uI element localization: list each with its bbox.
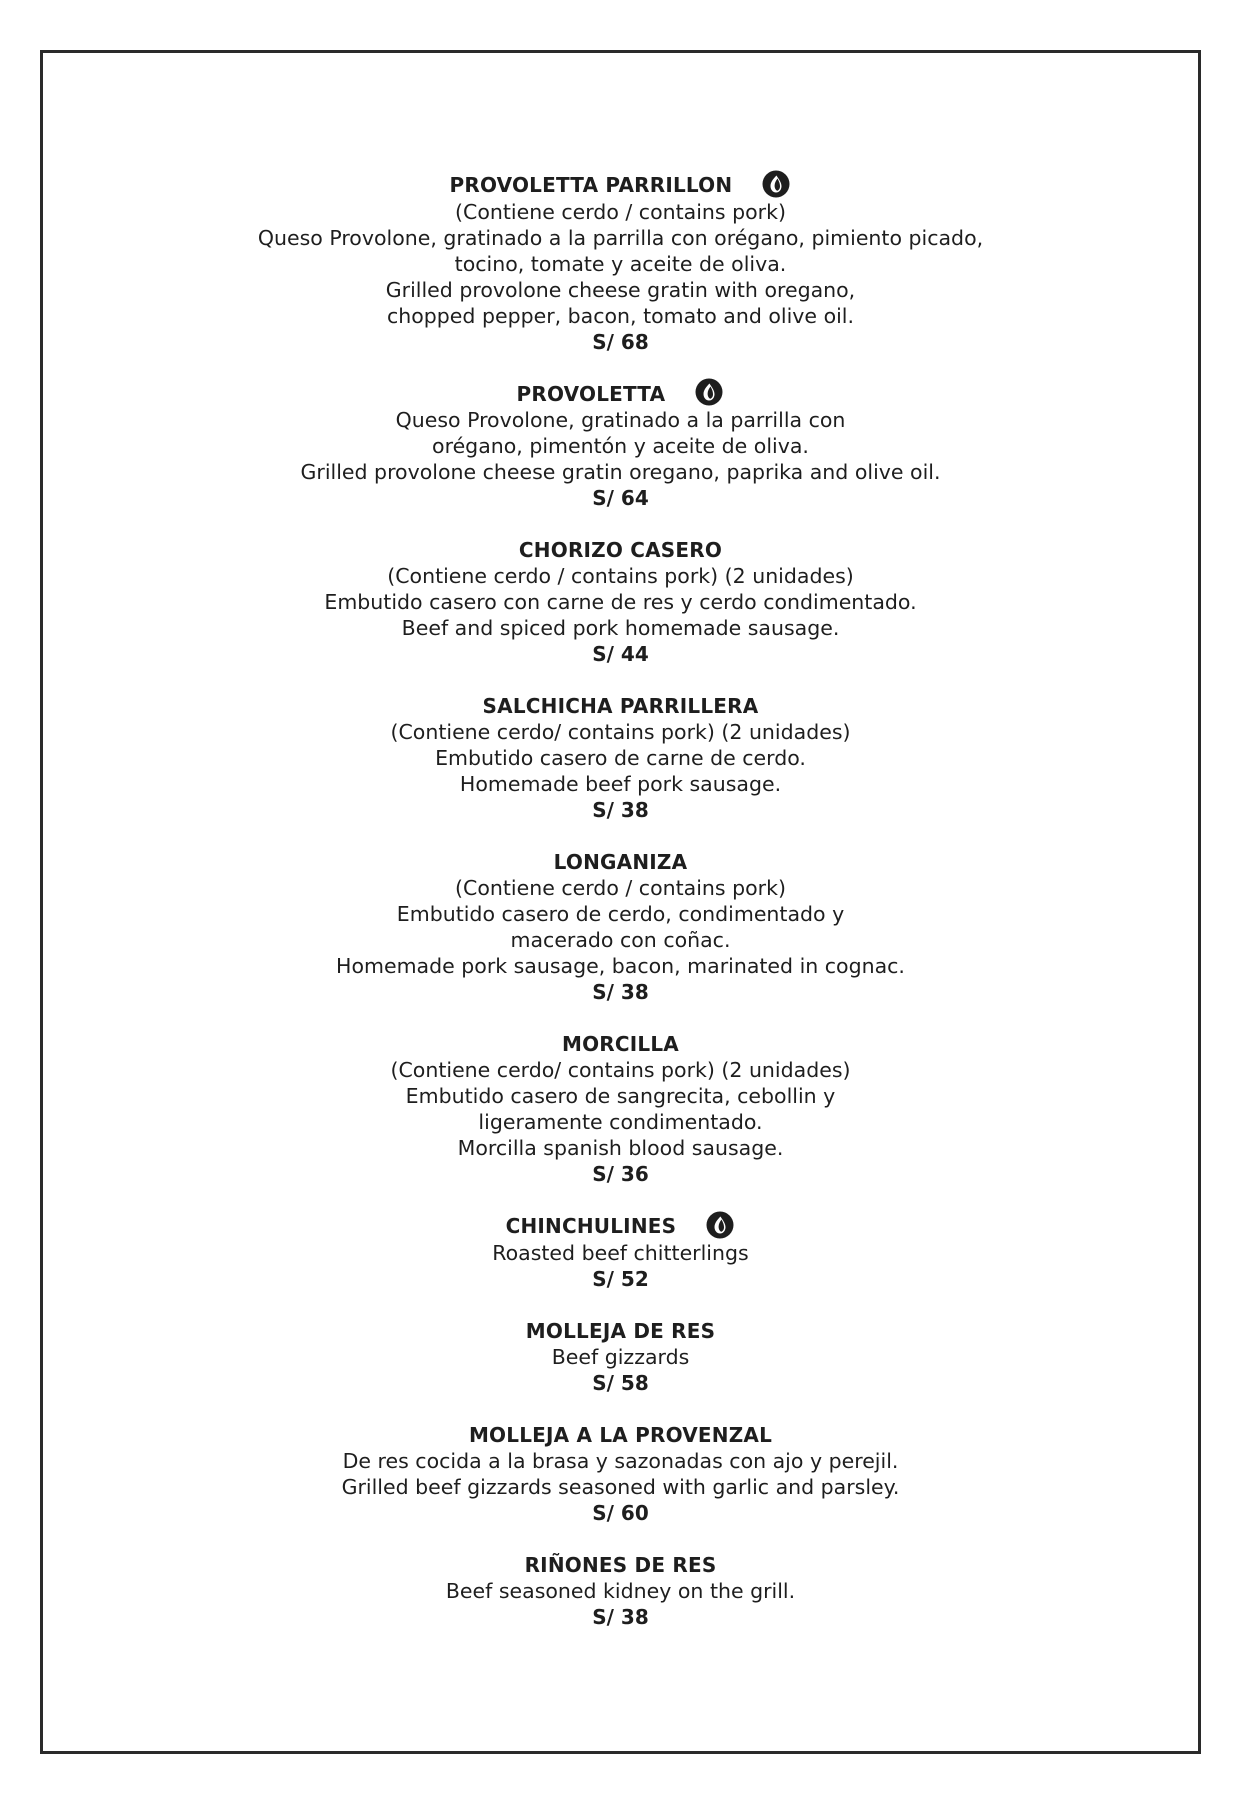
item-name: LONGANIZA — [553, 850, 688, 874]
item-price: S/ 60 — [592, 1500, 649, 1525]
item-description-line: Embutido casero con carne de res y cerdo condimentado. — [324, 590, 917, 614]
item-price: S/ 58 — [592, 1370, 649, 1395]
item-description-line: Grilled provolone cheese gratin with oregano, — [385, 277, 856, 302]
item-description — [40, 1240, 1201, 1266]
item-description-line: Roasted beef chitterlings — [492, 1240, 749, 1265]
item-name-row — [40, 1552, 1201, 1578]
item-price: S/ 38 — [592, 980, 649, 1004]
item-description — [40, 1344, 1201, 1370]
item-description-line: (Contiene cerdo / contains pork) — [455, 199, 786, 224]
item-name-row — [40, 381, 1201, 408]
item-description-line: Grilled beef gizzards seasoned with garlic and parsley. — [341, 1474, 900, 1499]
item-description-line: orégano, pimentón y aceite de oliva. — [432, 434, 809, 458]
menu-item — [40, 693, 1201, 823]
item-description-line: Beef and spiced pork homemade sausage. — [401, 616, 840, 640]
item-description — [40, 1057, 1201, 1161]
item-description-line: Beef gizzards — [551, 1344, 690, 1369]
menu-item — [40, 1031, 1201, 1187]
item-description-line: (Contiene cerdo/ contains pork) (2 unidades) — [390, 1058, 851, 1082]
item-price: S/ 38 — [592, 798, 649, 822]
item-name: CHORIZO CASERO — [518, 538, 723, 562]
item-description-line: tocino, tomate y aceite de oliva. — [454, 251, 787, 276]
menu-item — [40, 172, 1201, 355]
item-description-line: Queso Provolone, gratinado a la parrilla con orégano, pimiento picado, — [257, 225, 984, 250]
seasoning-drop-icon — [761, 169, 791, 199]
menu-item — [40, 537, 1201, 667]
seasoning-drop-icon — [694, 377, 724, 407]
item-name-row — [40, 172, 1201, 199]
item-description-line: ligeramente condimentado. — [478, 1110, 763, 1134]
item-description-line: chopped pepper, bacon, tomato and olive oil. — [386, 303, 855, 328]
item-description-line: macerado con coñac. — [510, 928, 731, 952]
item-description-line: Homemade beef pork sausage. — [459, 772, 782, 796]
item-description-line: Homemade pork sausage, bacon, marinated in cognac. — [336, 954, 905, 978]
seasoning-drop-icon — [705, 1210, 735, 1240]
menu-item — [40, 381, 1201, 512]
item-description-line: (Contiene cerdo / contains pork) (2 unidades) — [387, 564, 854, 588]
item-description-line: Grilled provolone cheese gratin oregano, paprika and olive oil. — [300, 460, 941, 484]
item-name-row — [40, 1213, 1201, 1240]
item-name-row — [40, 1031, 1201, 1057]
item-name: MOLLEJA DE RES — [525, 1318, 716, 1343]
item-name: RIÑONES DE RES — [524, 1552, 717, 1577]
item-price: S/ 44 — [592, 642, 649, 666]
item-name: MORCILLA — [562, 1032, 679, 1056]
item-description — [40, 199, 1201, 329]
item-description — [40, 1448, 1201, 1500]
item-description-line: Embutido casero de sangrecita, cebollin y — [405, 1084, 836, 1108]
item-description — [40, 719, 1201, 797]
menu-list — [40, 172, 1201, 1656]
item-description-line: Morcilla spanish blood sausage. — [457, 1136, 784, 1160]
item-description-line: (Contiene cerdo/ contains pork) (2 unidades) — [390, 720, 851, 744]
item-name: CHINCHULINES — [505, 1214, 677, 1238]
item-price: S/ 38 — [592, 1604, 649, 1629]
item-description-line: Queso Provolone, gratinado a la parrilla con — [395, 408, 846, 432]
item-name: PROVOLETTA — [516, 381, 666, 406]
item-description-line: Beef seasoned kidney on the grill. — [445, 1578, 796, 1603]
item-name-row — [40, 1318, 1201, 1344]
menu-item — [40, 1422, 1201, 1526]
item-description — [40, 875, 1201, 979]
item-name: SALCHICHA PARRILLERA — [482, 694, 759, 718]
item-name-row — [40, 849, 1201, 875]
item-description-line: (Contiene cerdo / contains pork) — [455, 876, 786, 900]
item-price: S/ 36 — [592, 1162, 649, 1186]
menu-item — [40, 1552, 1201, 1630]
item-name-row — [40, 693, 1201, 719]
item-price: S/ 64 — [592, 486, 649, 510]
item-description-line: Embutido casero de cerdo, condimentado y — [396, 902, 845, 926]
item-name: MOLLEJA A LA PROVENZAL — [468, 1422, 773, 1447]
item-description-line: Embutido casero de carne de cerdo. — [435, 746, 806, 770]
item-description-line: De res cocida a la brasa y sazonadas con ajo y perejil. — [342, 1448, 899, 1473]
item-price: S/ 68 — [592, 329, 649, 354]
menu-item — [40, 1213, 1201, 1292]
item-name-row — [40, 537, 1201, 563]
menu-item — [40, 849, 1201, 1005]
item-name: PROVOLETTA PARRILLON — [449, 173, 733, 197]
item-description — [40, 407, 1201, 485]
menu-item — [40, 1318, 1201, 1396]
item-price: S/ 52 — [592, 1266, 649, 1291]
item-name-row — [40, 1422, 1201, 1448]
item-description — [40, 563, 1201, 641]
item-description — [40, 1578, 1201, 1604]
